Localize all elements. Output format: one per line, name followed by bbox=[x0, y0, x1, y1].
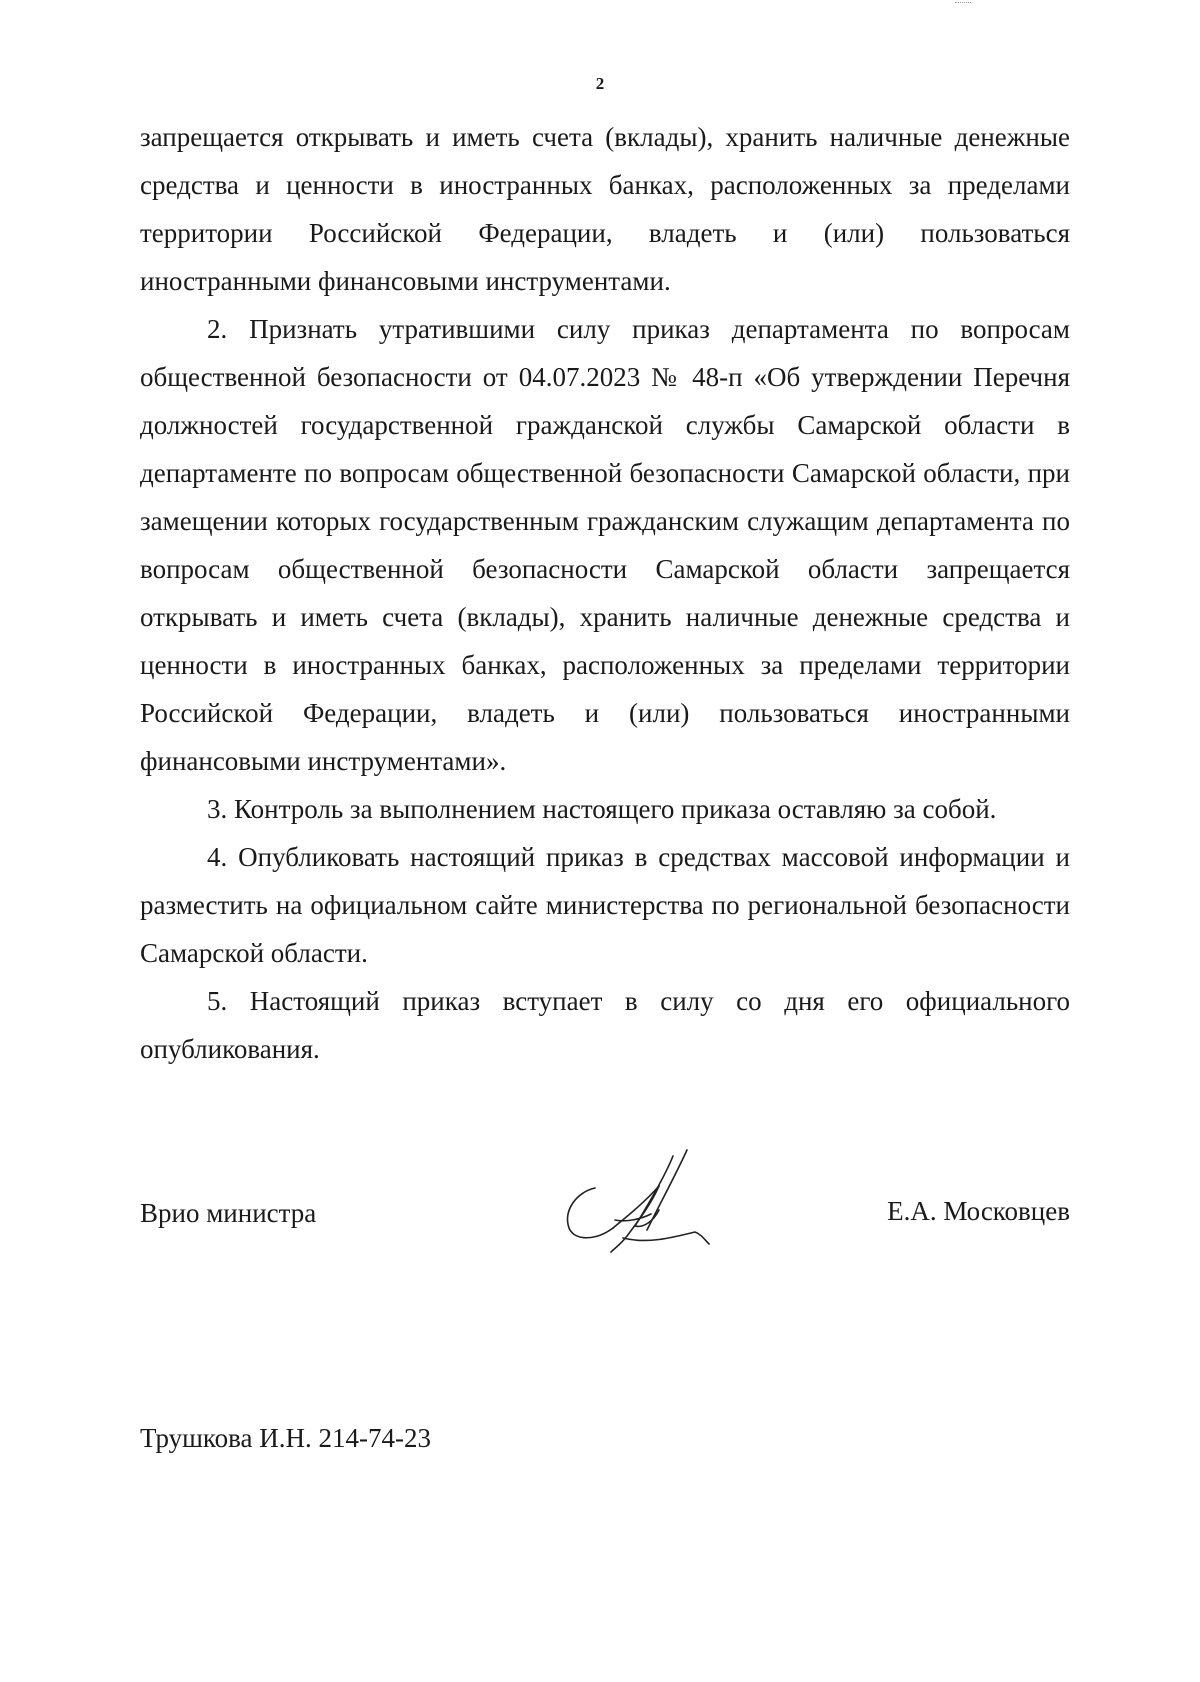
order-body bbox=[140, 113, 1070, 1073]
handwritten-signature bbox=[555, 1148, 715, 1258]
executor-contact: Трушкова И.Н. 214-74-23 bbox=[140, 1423, 432, 1453]
signatory-name: Е.А. Московцев bbox=[887, 1196, 1070, 1226]
signature-block bbox=[140, 1188, 1070, 1248]
paragraph-continuation: запрещается открывать и иметь счета (вклады), хранить наличные денежные средства и ценности в иностранных банках, расположенных за пределами территории Российской Федерации, владеть и (или) пользоваться иностранными финансовыми инструментами. bbox=[140, 122, 1070, 296]
scan-mark bbox=[955, 2, 971, 5]
paragraph-4: 4. Опубликовать настоящий приказ в средствах массовой информации и разместить на официальном сайте министерства по региональной безопасности Самарской области. bbox=[140, 842, 1070, 968]
paragraph-3: 3. Контроль за выполнением настоящего приказа оставляю за собой. bbox=[207, 794, 997, 824]
page-number: 2 bbox=[595, 74, 605, 93]
paragraph-5: 5. Настоящий приказ вступает в силу со дня его официального опубликования. bbox=[140, 986, 1070, 1064]
paragraph-2: 2. Признать утратившими силу приказ департамента по вопросам общественной безопасности от 04.07.2023 № 48-п «Об утверждении Перечня должностей государственной гражданской службы Самарской области в департаменте по вопросам общественной безопасности Самарской области, при замещении которых государственным гражданским служащим департамента по вопросам общественной безопасности Самарской области запрещается открывать и иметь счета (вклады), хранить наличные денежные средства и ценности в иностранных банках, расположенных за пределами территории Российской Федерации, владеть и (или) пользоваться иностранными финансовыми инструментами». bbox=[140, 314, 1070, 776]
signatory-title: Врио министра bbox=[140, 1198, 317, 1228]
